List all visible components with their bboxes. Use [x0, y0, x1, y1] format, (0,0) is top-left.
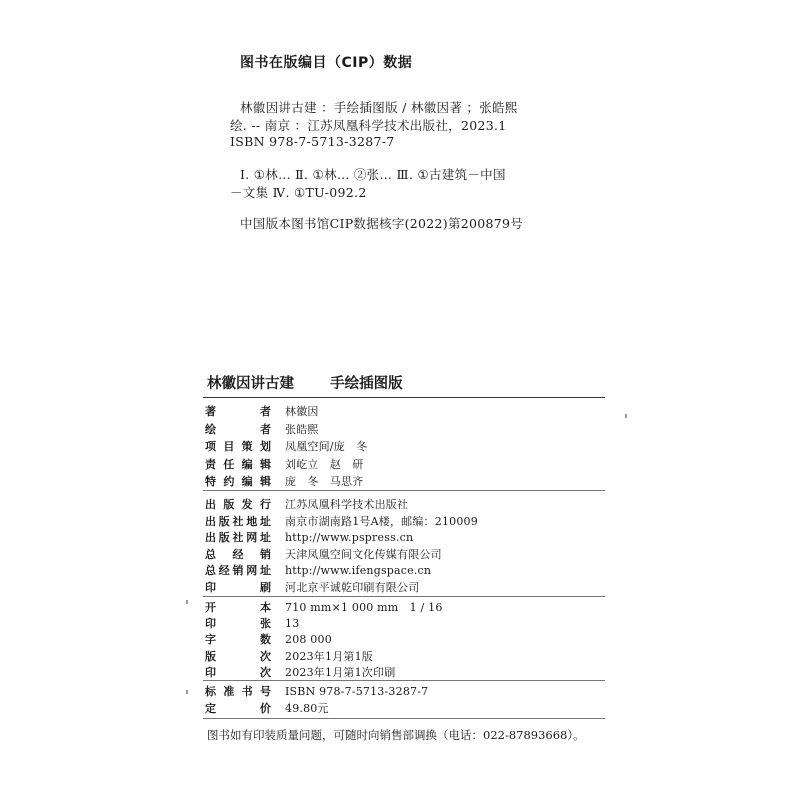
pricing-label: 定 价 [205, 701, 271, 715]
cip-line-isbn: ISBN 978-7-5713-3287-7 [230, 134, 395, 149]
footer-note: 图书如有印装质量问题，可随时向销售部调换（电话：022-87893668）。 [207, 728, 585, 742]
specs-label: 印 张 [205, 617, 271, 631]
publishing-label: 出 版 社 地 址 [205, 514, 271, 528]
credits-divider [203, 490, 605, 491]
specs-value: 2023年1月第1次印刷 [285, 665, 396, 679]
margin-mark [625, 414, 627, 418]
specs-divider [203, 680, 605, 681]
credits-label: 项 目 策 划 [205, 440, 271, 453]
publishing-label: 印 刷 [205, 580, 271, 594]
publishing-value: 河北京平诚乾印刷有限公司 [285, 580, 420, 594]
margin-mark [186, 690, 188, 694]
cip-heading: 图书在版编目（CIP）数据 [240, 55, 413, 71]
specs-value: 208 000 [285, 633, 332, 647]
credits-label: 绘 者 [205, 422, 271, 436]
credits-value: 凤凰空间/庞 冬 [285, 440, 368, 453]
pricing-divider [203, 718, 605, 719]
margin-mark [186, 600, 188, 604]
cip-line-classification-cont: －文集 Ⅳ. ①TU-092.2 [230, 185, 367, 200]
cip-line-record-number: 中国版本图书馆CIP数据核字(2022)第200879号 [240, 216, 524, 231]
pricing-label: 标 准 书 号 [205, 685, 271, 698]
publishing-divider [203, 596, 605, 597]
book-title: 林徽因讲古建 [207, 376, 294, 392]
cip-line-title: 林徽因讲古建 ：手绘插图版 / 林徽因著 ；张皓熙 [240, 100, 518, 115]
credits-value: 刘屹立 赵 研 [285, 457, 364, 471]
publishing-label: 总 经 销 网 址 [205, 564, 271, 577]
pricing-value: 49.80元 [285, 701, 329, 715]
title-divider [203, 397, 605, 398]
specs-value: 13 [285, 617, 300, 631]
publishing-value: 天津凤凰空间文化传媒有限公司 [285, 547, 442, 561]
credits-label: 责 任 编 辑 [205, 457, 271, 471]
credits-value: 张皓熙 [285, 422, 319, 436]
pricing-value: ISBN 978-7-5713-3287-7 [285, 685, 429, 698]
specs-label: 印 次 [205, 665, 271, 679]
publishing-value: 南京市湖南路1号A楼，邮编：210009 [285, 514, 478, 528]
publishing-label: 出 版 发 行 [205, 498, 271, 511]
specs-value: 2023年1月第1版 [285, 649, 373, 663]
cip-line-classification: Ⅰ. ①林… Ⅱ. ①林… ②张… Ⅲ. ①古建筑－中国 [240, 167, 506, 182]
specs-label: 版 次 [205, 649, 271, 663]
book-subtitle: 手绘插图版 [330, 376, 403, 392]
publishing-value: 江苏凤凰科学技术出版社 [285, 498, 409, 511]
publishing-label: 出 版 社 网 址 [205, 531, 271, 544]
publishing-value: http://www.pspress.cn [285, 531, 414, 544]
cip-line-publisher: 绘. -- 南京 ：江苏凤凰科学技术出版社，2023.1 [230, 118, 507, 133]
specs-label: 开 本 [205, 601, 271, 614]
book-title-block [207, 372, 403, 393]
credits-label: 特 约 编 辑 [205, 475, 271, 488]
specs-value: 710 mm×1 000 mm 1 / 16 [285, 601, 443, 614]
credits-value: 庞 冬 马思齐 [285, 475, 364, 488]
credits-value: 林徽因 [285, 405, 319, 418]
credits-label: 著 者 [205, 405, 271, 418]
specs-label: 字 数 [205, 633, 271, 647]
publishing-label: 总 经 销 [205, 547, 271, 561]
publishing-value: http://www.ifengspace.cn [285, 564, 432, 577]
